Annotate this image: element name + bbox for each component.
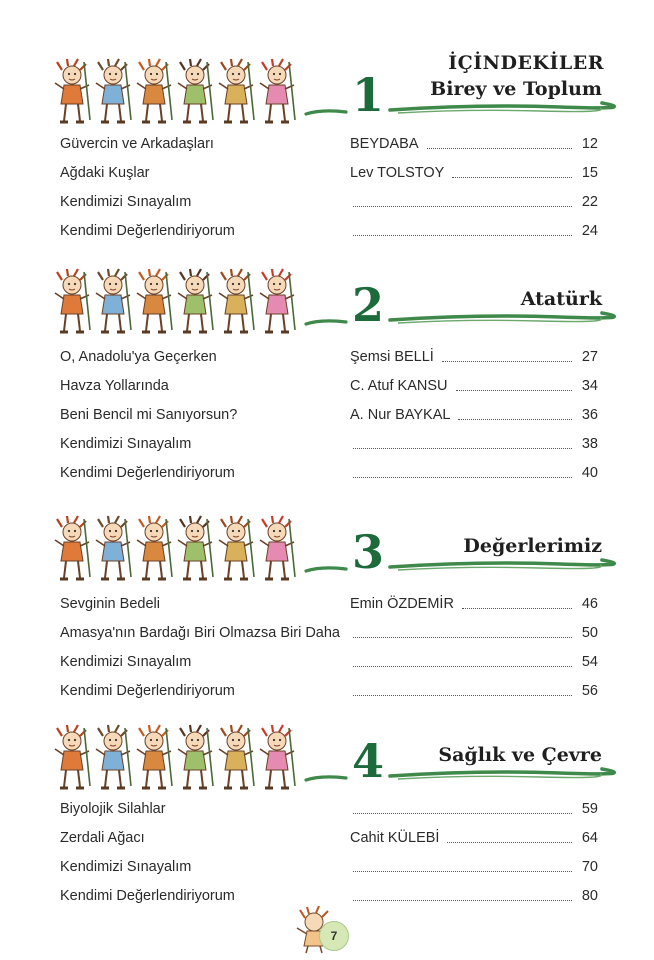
dot-leader <box>452 177 572 178</box>
entry-title: Zerdali Ağacı <box>60 830 145 846</box>
toc-entry[interactable] <box>60 433 610 455</box>
dot-leader <box>353 637 572 638</box>
entry-title: Kendimizi Sınayalım <box>60 654 192 670</box>
unit-number: 1 <box>351 68 384 122</box>
dot-leader <box>353 695 572 696</box>
toc-entry[interactable] <box>60 346 610 368</box>
dot-leader <box>353 477 572 478</box>
entry-title: Kendimizi Sınayalım <box>60 859 192 875</box>
entry-page-number: 80 <box>581 888 598 904</box>
entry-page-number: 46 <box>581 596 598 612</box>
entry-author: A. Nur BAYKAL <box>350 407 451 423</box>
unit-title: Değerlerimiz <box>463 535 602 557</box>
entry-page-number: 15 <box>581 165 598 181</box>
entry-author: Cahit KÜLEBİ <box>350 830 440 846</box>
entry-title: Kendimi Değerlendiriyorum <box>60 888 235 904</box>
dot-leader <box>447 842 572 843</box>
dot-leader <box>353 206 572 207</box>
entry-page-number: 59 <box>581 801 598 817</box>
entry-page-number: 56 <box>581 683 598 699</box>
entry-title: Havza Yollarında <box>60 378 169 394</box>
entry-title: Kendimizi Sınayalım <box>60 436 192 452</box>
entry-title: Biyolojik Silahlar <box>60 801 166 817</box>
entry-page-number: 12 <box>581 136 598 152</box>
entry-author: Lev TOLSTOY <box>350 165 445 181</box>
dot-leader <box>427 148 572 149</box>
entry-title: Kendimi Değerlendiriyorum <box>60 465 235 481</box>
page-title: İÇİNDEKİLER <box>448 52 604 74</box>
entry-title: Güvercin ve Arkadaşları <box>60 136 214 152</box>
unit-number: 3 <box>351 525 384 579</box>
entry-page-number: 36 <box>581 407 598 423</box>
entry-title: Kendimi Değerlendiriyorum <box>60 683 235 699</box>
dot-leader <box>458 419 572 420</box>
entry-title: O, Anadolu'ya Geçerken <box>60 349 217 365</box>
toc-entry[interactable] <box>60 220 610 242</box>
entry-page-number: 24 <box>581 223 598 239</box>
entry-page-number: 22 <box>581 194 598 210</box>
unit-title: Birey ve Toplum <box>430 78 602 100</box>
dot-leader <box>353 813 572 814</box>
toc-entry[interactable] <box>60 462 610 484</box>
unit-number: 4 <box>351 734 384 788</box>
dot-leader <box>442 361 572 362</box>
entry-page-number: 40 <box>581 465 598 481</box>
dot-leader <box>353 235 572 236</box>
entry-title: Ağdaki Kuşlar <box>60 165 150 181</box>
toc-entry[interactable] <box>60 404 610 426</box>
toc-entry[interactable] <box>60 593 610 615</box>
toc-entry[interactable] <box>60 798 610 820</box>
toc-entry[interactable] <box>60 651 610 673</box>
entry-title: Amasya'nın Bardağı Biri Olmazsa Biri Daha <box>60 625 340 641</box>
dot-leader <box>353 666 572 667</box>
toc-entry[interactable] <box>60 885 610 907</box>
entry-author: C. Atuf KANSU <box>350 378 448 394</box>
toc-entry[interactable] <box>60 856 610 878</box>
unit-title: Sağlık ve Çevre <box>438 744 602 766</box>
unit-title: Atatürk <box>520 288 602 310</box>
toc-entry[interactable] <box>60 133 610 155</box>
toc-entry[interactable] <box>60 680 610 702</box>
toc-entry[interactable] <box>60 827 610 849</box>
dot-leader <box>353 900 572 901</box>
entry-author: BEYDABA <box>350 136 419 152</box>
entry-author: Emin ÖZDEMİR <box>350 596 454 612</box>
page-number: 7 <box>319 921 349 951</box>
entry-author: Şemsi BELLİ <box>350 349 434 365</box>
entry-page-number: 54 <box>581 654 598 670</box>
toc-entry[interactable] <box>60 622 610 644</box>
entry-page-number: 50 <box>581 625 598 641</box>
entry-title: Kendimi Değerlendiriyorum <box>60 223 235 239</box>
entry-page-number: 70 <box>581 859 598 875</box>
entry-page-number: 38 <box>581 436 598 452</box>
entry-title: Kendimizi Sınayalım <box>60 194 192 210</box>
toc-entry[interactable] <box>60 375 610 397</box>
entry-page-number: 27 <box>581 349 598 365</box>
dot-leader <box>456 390 572 391</box>
entry-title: Sevginin Bedeli <box>60 596 160 612</box>
entry-page-number: 34 <box>581 378 598 394</box>
toc-entry[interactable] <box>60 191 610 213</box>
entry-title: Beni Bencil mi Sanıyorsun? <box>60 407 238 423</box>
entry-page-number: 64 <box>581 830 598 846</box>
dot-leader <box>353 448 572 449</box>
unit-number: 2 <box>351 278 384 332</box>
dot-leader <box>353 871 572 872</box>
dot-leader <box>462 608 572 609</box>
toc-entry[interactable] <box>60 162 610 184</box>
